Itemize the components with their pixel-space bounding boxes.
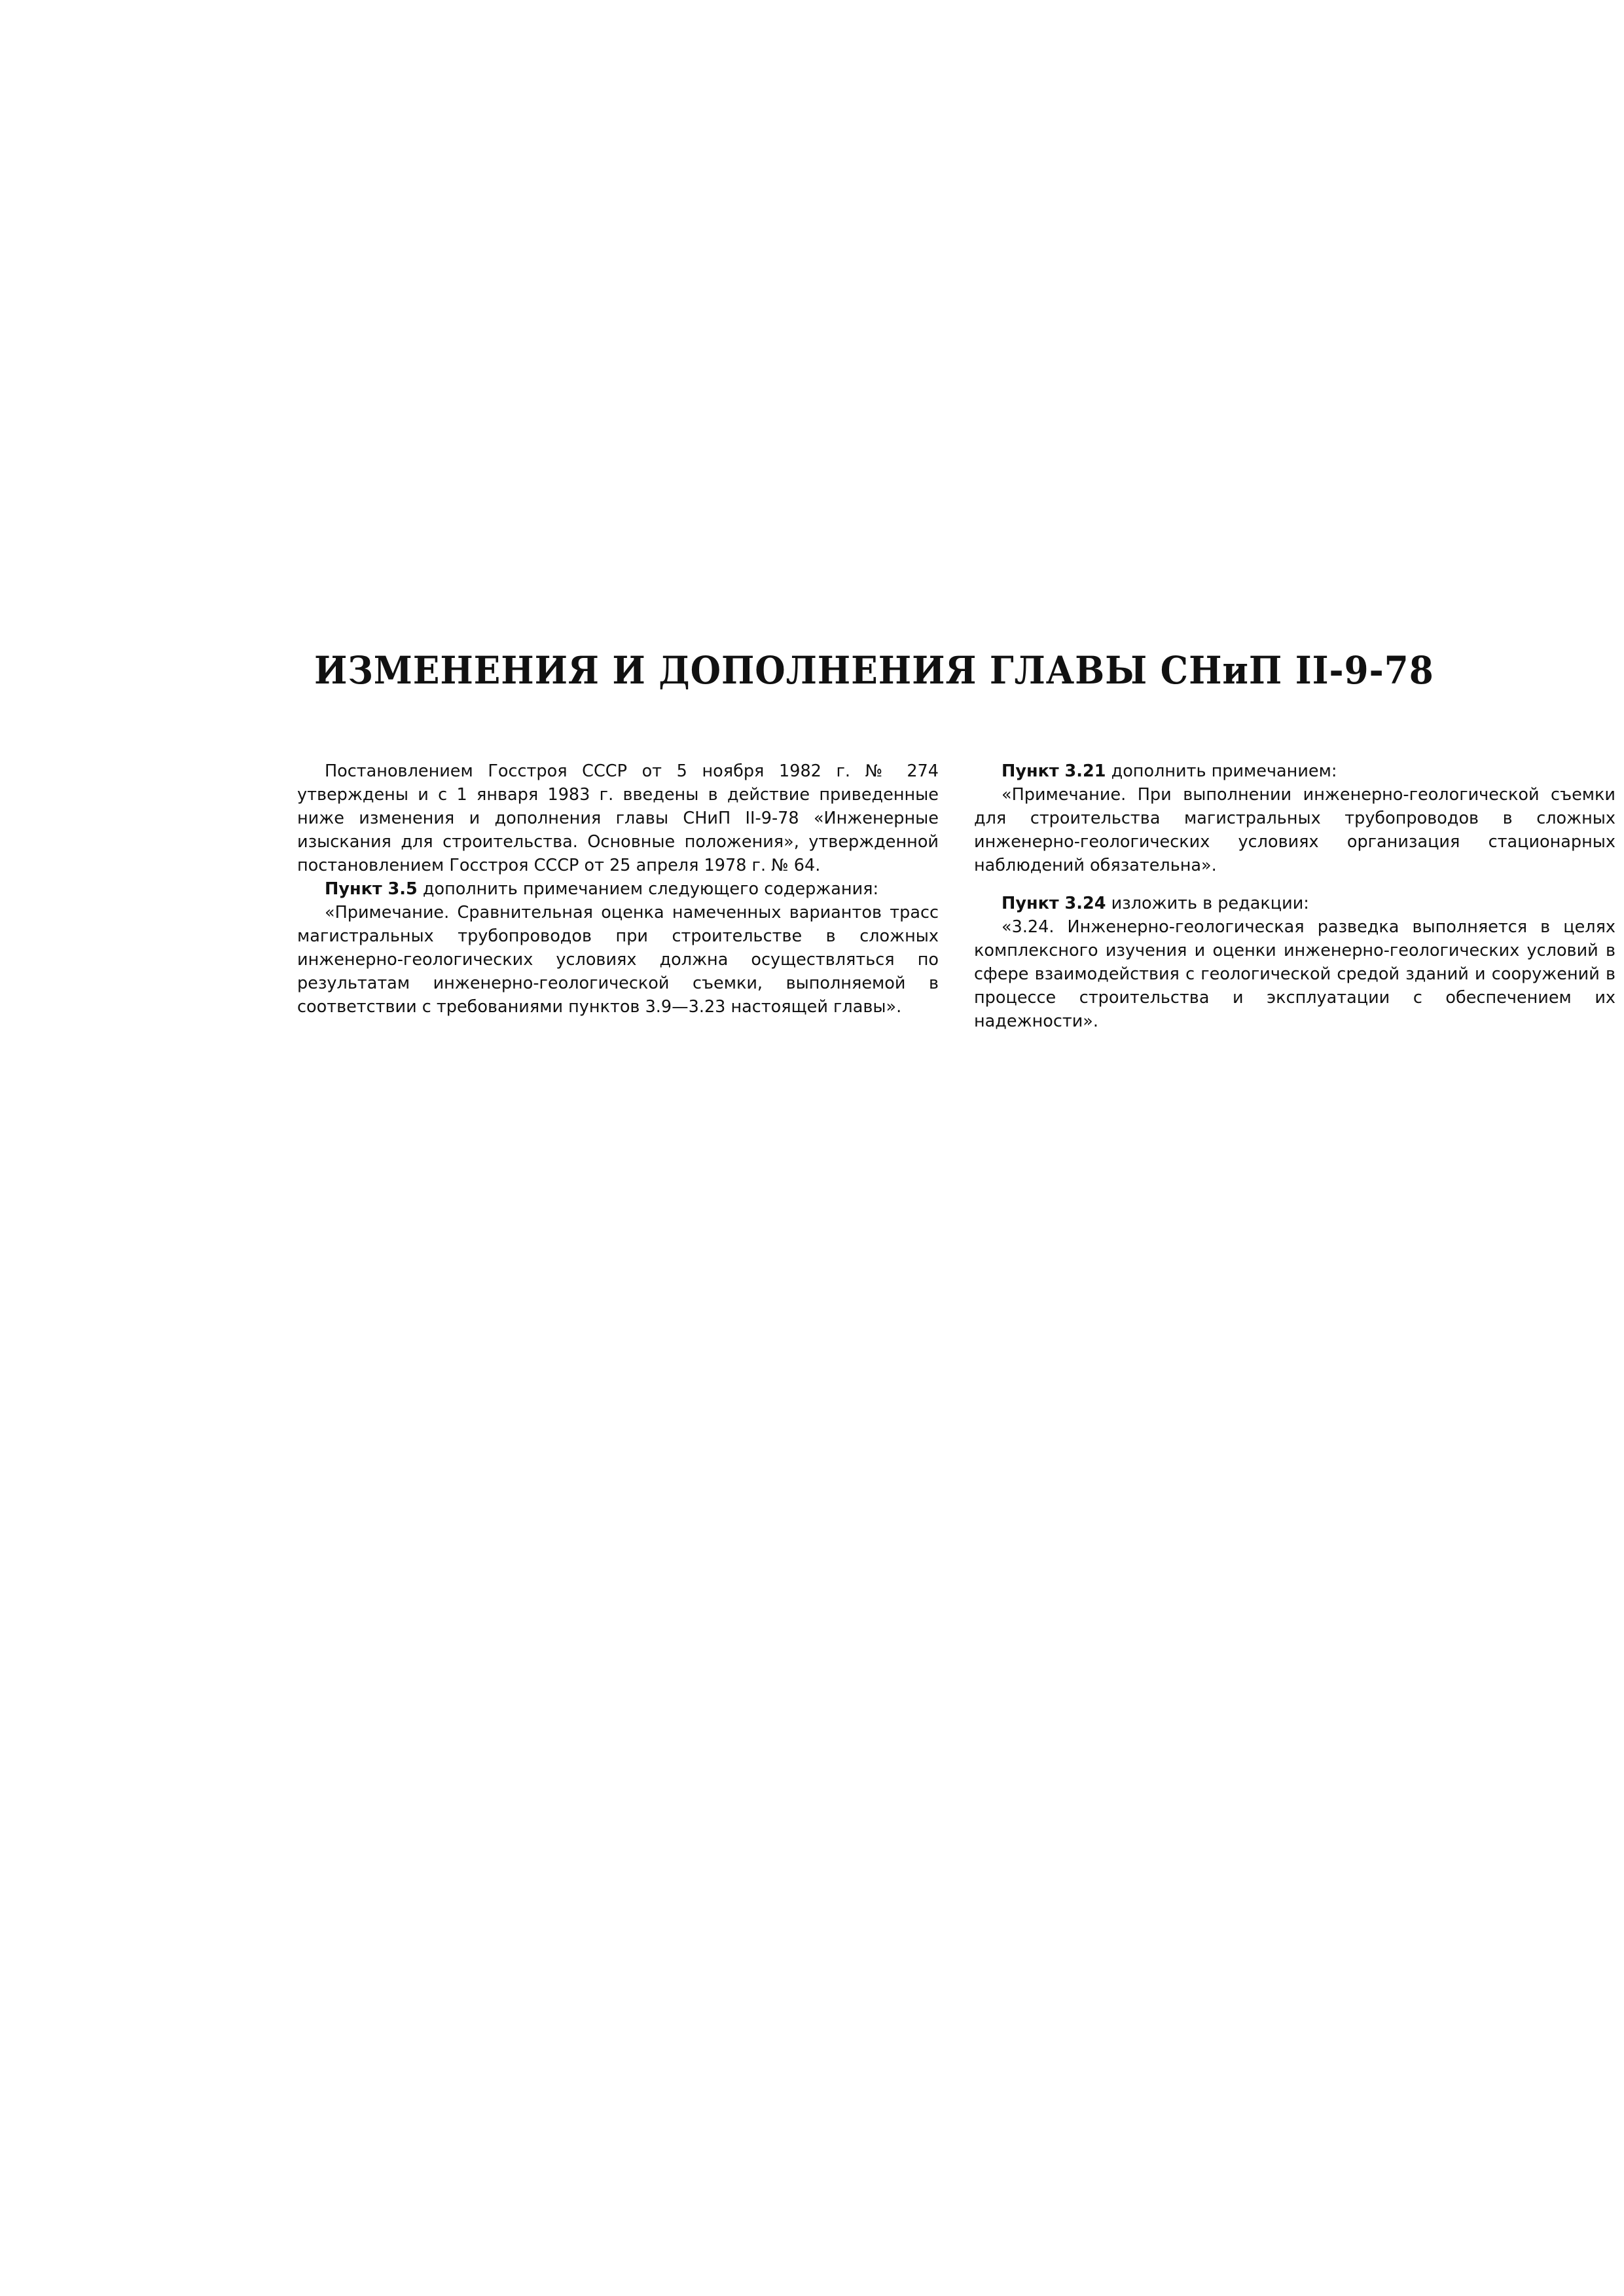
- item-3-21-text: дополнить примечанием:: [1106, 761, 1337, 781]
- note-3-24: «3.24. Инженерно-геологическая разведка выполняется в целях комплексного изучения и оценки инженерно-геологических условий в сфере взаимодействия с геологической средой зданий и сооружений в процессе строительства и эксплуатации с обеспечением их надежности».: [974, 917, 1615, 1031]
- item-3-24-label: Пункт 3.24: [1001, 894, 1106, 913]
- right-column: [974, 759, 1615, 1033]
- document-title: ИЗМЕНЕНИЯ И ДОПОЛНЕНИЯ ГЛАВЫ СНиП II-9-78: [314, 648, 1434, 693]
- item-3-5-text: дополнить примечанием следующего содержания:: [417, 879, 879, 899]
- note-3-5: «Примечание. Сравнительная оценка намеченных вариантов трасс магистральных трубопроводов при строительстве в сложных инженерно-геологических условиях должна осуществляться по результатам инженерно-геологической съемки, выполняемой в соответствии с требованиями пунктов 3.9—3.23 настоящей главы».: [297, 903, 939, 1017]
- item-3-24-paragraph: [974, 892, 1615, 915]
- item-3-24-text: изложить в редакции:: [1106, 894, 1309, 913]
- item-3-21-paragraph: [974, 759, 1615, 783]
- intro-paragraph: Постановлением Госстроя СССР от 5 ноября 1982 г. № 274 утверждены и с 1 января 1983 г. введены в действие приведенные ниже изменения и дополнения главы СНиП II-9-78 «Инженерные изыскания для строительства. Основные положения», утвержденной постановлением Госстроя СССР от 25 апреля 1978 г. № 64.: [297, 761, 939, 875]
- item-3-5-paragraph: [297, 877, 939, 901]
- item-3-21-label: Пункт 3.21: [1001, 761, 1106, 781]
- item-3-5-label: Пункт 3.5: [325, 879, 418, 899]
- left-column: [297, 759, 939, 1019]
- note-3-21: «Примечание. При выполнении инженерно-геологической съемки для строительства магистральных трубопроводов в сложных инженерно-геологических условиях организация стационарных наблюдений обязательна».: [974, 785, 1615, 875]
